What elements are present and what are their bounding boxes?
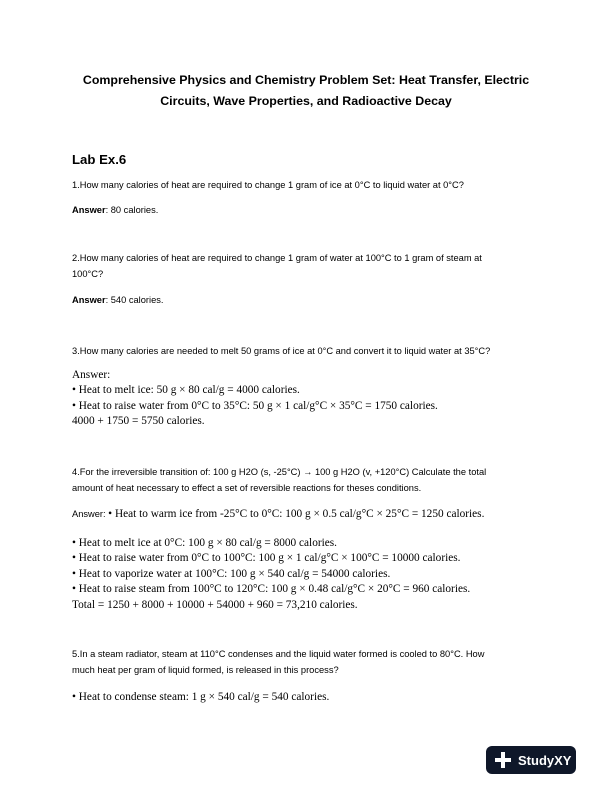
answer-3-label: Answer:: [72, 369, 111, 381]
answer-2-text: : 540 calories.: [105, 295, 164, 305]
question-3-text: 3.How many calories are needed to melt 50 grams of ice at 0°C and convert it to liquid water at 35°C?: [72, 346, 491, 356]
answer-2: [72, 293, 542, 307]
answer-4-label: Answer:: [72, 509, 109, 519]
answer-4-first: [72, 508, 542, 520]
answer-3: [72, 368, 542, 430]
question-2-line-1: 2.How many calories of heat are required to change 1 gram of water at 100°C to 1 gram of steam at: [72, 253, 482, 263]
question-1: [72, 177, 542, 193]
answer-4-line-1: • Heat to warm ice from -25°C to 0°C: 100 g × 0.5 cal/g°C × 25°C = 1250 calories.: [108, 508, 485, 520]
answer-1-label: Answer: [72, 205, 106, 215]
answer-3-line-2: • Heat to raise water from 0°C to 35°C: 50 g × 1 cal/g°C × 35°C = 1750 calories.: [72, 399, 438, 412]
answer-4-line-3: • Heat to raise water from 0°C to 100°C: 100 g × 1 cal/g°C × 100°C = 10000 calories.: [72, 552, 461, 565]
answer-4-line-5: • Heat to raise steam from 100°C to 120°C: 100 g × 0.48 cal/g°C × 20°C = 960 calories.: [72, 583, 471, 596]
answer-4-line-4: • Heat to vaporize water at 100°C: 100 g × 540 cal/g = 54000 calories.: [72, 567, 391, 580]
logo-text: StudyXY: [518, 752, 572, 768]
question-4-line-1: 4.For the irreversible transition of: 100 g H2O (s, -25°C) → 100 g H2O (v, +120°C) Calculate the total: [72, 467, 487, 477]
title-line-2: Circuits, Wave Properties, and Radioactive Decay: [160, 94, 452, 108]
question-3: [72, 343, 542, 359]
answer-4: [72, 536, 542, 613]
question-1-text: 1.How many calories of heat are required to change 1 gram of ice at 0°C to liquid water at 0°C?: [72, 180, 464, 190]
question-4-line-2: amount of heat necessary to effect a set of reversible reactions for theses conditions.: [72, 483, 422, 493]
answer-3-line-3: 4000 + 1750 = 5750 calories.: [72, 415, 205, 428]
plus-icon: [492, 749, 514, 771]
question-2: [72, 250, 542, 282]
title-line-1: Comprehensive Physics and Chemistry Problem Set: Heat Transfer, Electric: [82, 73, 530, 87]
question-5-line-2: much heat per gram of liquid formed, is released in this process?: [72, 665, 339, 675]
studyxy-logo[interactable]: [486, 746, 576, 774]
question-5: [72, 646, 542, 678]
section-heading: Lab Ex.6: [72, 152, 127, 167]
answer-1-text: : 80 calories.: [105, 205, 159, 215]
answer-3-line-1: • Heat to melt ice: 50 g × 80 cal/g = 4000 calories.: [72, 384, 300, 397]
question-2-line-2: 100°C?: [72, 269, 104, 279]
document-title: [70, 70, 542, 112]
question-4: [72, 464, 542, 496]
answer-1: [72, 203, 542, 217]
answer-5-line-1: • Heat to condense steam: 1 g × 540 cal/g = 540 calories.: [72, 691, 330, 703]
answer-2-label: Answer: [72, 295, 106, 305]
answer-4-line-2: • Heat to melt ice at 0°C: 100 g × 80 cal/g = 8000 calories.: [72, 537, 337, 549]
answer-4-total: Total = 1250 + 8000 + 10000 + 54000 + 960 = 73,210 calories.: [72, 598, 358, 611]
question-5-line-1: 5.In a steam radiator, steam at 110°C condenses and the liquid water formed is cooled to 80°C. How: [72, 649, 485, 659]
answer-5: [72, 690, 542, 705]
